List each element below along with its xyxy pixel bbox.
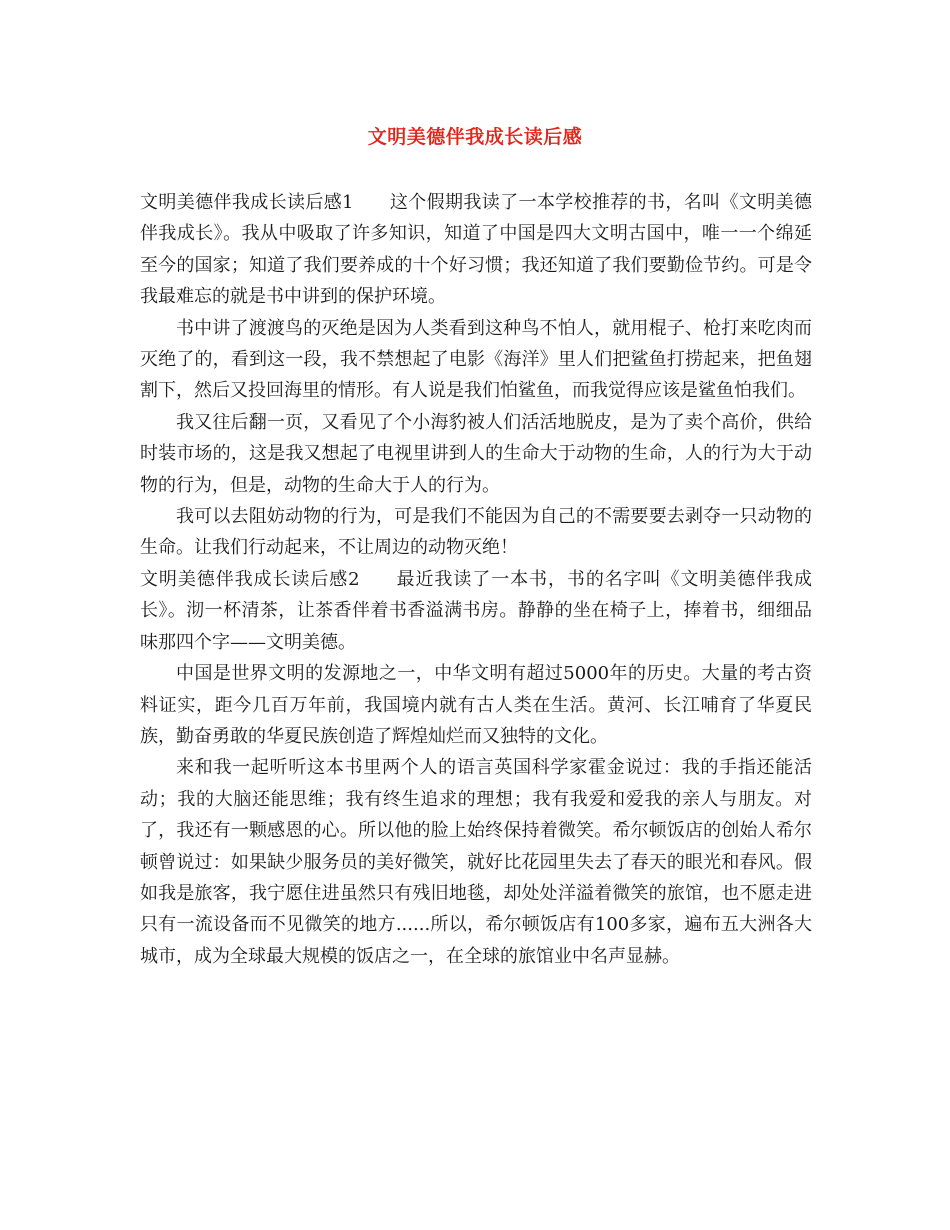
paragraph-text: 最近我读了一本书，书的名字叫《文明美德伴我成长》。沏一杯清茶，让茶香伴着书香溢满书房。静静的坐在椅子上，捧着书，细细品味那四个字——文明美德。 [140,568,813,653]
document-title: 文明美德伴我成长读后感 [367,126,583,148]
paragraph-text: 这个假期我读了一本学校推荐的书，名叫《文明美德伴我成长》。我从中吸取了许多知识，知道了中国是四大文明古国中，唯一一个绵延至今的国家；知道了我们要养成的十个好习惯；我还知道了我们要勤俭节约。可是令我最难忘的就是书中讲到的保护环境。 [140,192,813,308]
paragraph: 中国是世界文明的发源地之一，中华文明有超过5000年的历史。大量的考古资料证实，距今几百万年前，我国境内就有古人类在生活。黄河、长江哺育了华夏民族，勤奋勇敢的华夏民族创造了辉煌灿烂而又独特的文化。 [140,663,812,747]
paragraph: 书中讲了渡渡鸟的灭绝是因为人类看到这种鸟不怕人，就用棍子、枪打来吃肉而灭绝了的，看到这一段，我不禁想起了电影《海洋》里人们把鲨鱼打捞起来，把鱼翅割下，然后又投回海里的情形。有人说是我们怕鲨鱼，而我觉得应该是鲨鱼怕我们。 [140,317,812,402]
section-1-label: 文明美德伴我成长读后感1 [140,192,354,213]
section-2-first-paragraph [140,564,812,658]
paragraph: 我又往后翻一页，又看见了个小海豹被人们活活地脱皮，是为了卖个高价，供给时装市场的，这是我又想起了电视里讲到人的生命大于动物的生命，人的行为大于动物的行为，但是，动物的生命大于人的行为。 [140,411,812,496]
document-body [140,187,812,972]
paragraph: 我可以去阻妨动物的行为，可是我们不能因为自己的不需要要去剥夺一只动物的生命。让我们行动起来，不让周边的动物灭绝！ [140,506,812,559]
paragraph: 来和我一起听听这本书里两个人的语言英国科学家霍金说过：我的手指还能活动；我的大脑还能思维；我有终生追求的理想；我有我爱和爱我的亲人与朋友。对了，我还有一颗感恩的心。所以他的脸上始终保持着微笑。希尔顿饭店的创始人希尔顿曾说过：如果缺少服务员的美好微笑，就好比花园里失去了春天的眼光和春风。假如我是旅客，我宁愿住进虽然只有残旧地毯，却处处洋溢着微笑的旅馆，也不愿走进只有一流设备而不见微笑的地方......所以，希尔顿饭店有100多家，遍布五大洲各大城市，成为全球最大规模的饭店之一，在全球的旅馆业中名声显赫。 [140,757,812,967]
section-1-first-paragraph [140,187,812,313]
section-2-label: 文明美德伴我成长读后感2 [140,568,360,590]
